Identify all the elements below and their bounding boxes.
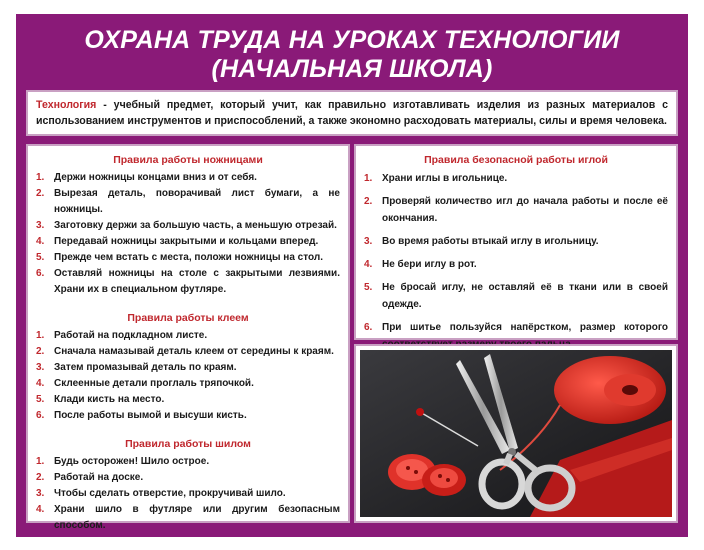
list-item: 6. После работы вымой и высуши кисть. [36, 410, 247, 421]
glue-rules-list [36, 328, 340, 424]
list-item: 1. Держи ножницы концами вниз и от себя. [36, 172, 257, 183]
list-item: 2. Работай на доске. [36, 472, 144, 483]
intro-term: Технология [36, 99, 97, 111]
list-item: 3. Заготовку держи за большую часть, а меньшую отрезай. [36, 220, 337, 231]
list-item: 2. Проверяй количество игл до начала работы и после её окончания. [364, 196, 668, 224]
list-item: 4. Склеенные детали проглаль тряпочкой. [36, 378, 254, 389]
sewing-tools-illustration [360, 350, 672, 517]
page-title [16, 26, 688, 84]
left-rules-panel [26, 144, 350, 531]
list-item: 4. Передавай ножницы закрытыми и кольцами вперед. [36, 236, 319, 247]
list-item: 3. Затем промазывай деталь по краям. [36, 362, 237, 373]
list-item: 5. Не бросай иглу, не оставляй её в ткани или в своей одежде. [364, 282, 668, 310]
list-item: 1. Храни иглы в игольнице. [364, 173, 508, 184]
title-line-2: (НАЧАЛЬНАЯ ШКОЛА) [211, 55, 493, 83]
poster [16, 14, 688, 537]
awl-rules-title: Правила работы шилом [125, 438, 251, 450]
intro-text: - учебный предмет, который учит, как правильно изготавливать изделия из разных материалов с использованием инструментов и приспособлений, а также экономно расходовать материалы, силы и время человека. [36, 99, 668, 127]
list-item: 6. Оставляй ножницы на столе с закрытыми лезвиями. Храни их в специальном футляре. [36, 268, 340, 295]
tools-photo [354, 344, 678, 523]
list-item: 3. Во время работы втыкай иглу в игольницу. [364, 236, 599, 247]
list-item: 2. Сначала намазывай деталь клеем от середины к краям. [36, 346, 334, 357]
list-item: 1. Будь осторожен! Шило острое. [36, 456, 210, 467]
scissors-rules-title: Правила работы ножницами [113, 154, 263, 166]
awl-rules-list [36, 454, 340, 534]
title-line-1: ОХРАНА ТРУДА НА УРОКАХ ТЕХНОЛОГИИ [84, 26, 620, 54]
needle-rules-list [364, 170, 668, 353]
needle-rules-title: Правила безопасной работы иглой [424, 154, 608, 166]
list-item: 4. Храни шило в футляре или другим безопасным способом. [36, 504, 340, 531]
scissors-rules-list [36, 170, 340, 298]
list-item: 1. Работай на подкладном листе. [36, 330, 208, 341]
list-item: 6. При шитье пользуйся напёрстком, размер которого [364, 322, 668, 333]
intro-box [26, 90, 678, 136]
list-item: 4. Не бери иглу в рот. [364, 259, 477, 270]
glue-rules-title: Правила работы клеем [127, 312, 249, 324]
list-item: 3. Чтобы сделать отверстие, прокручивай шило. [36, 488, 286, 499]
needle-rules-panel [354, 144, 678, 340]
list-item: 5. Клади кисть на место. [36, 394, 165, 405]
list-item: 2. Вырезая деталь, поворачивай лист бумаги, а не ножницы. [36, 188, 340, 215]
list-item: 5. Прежде чем встать с места, положи ножницы на стол. [36, 252, 323, 263]
